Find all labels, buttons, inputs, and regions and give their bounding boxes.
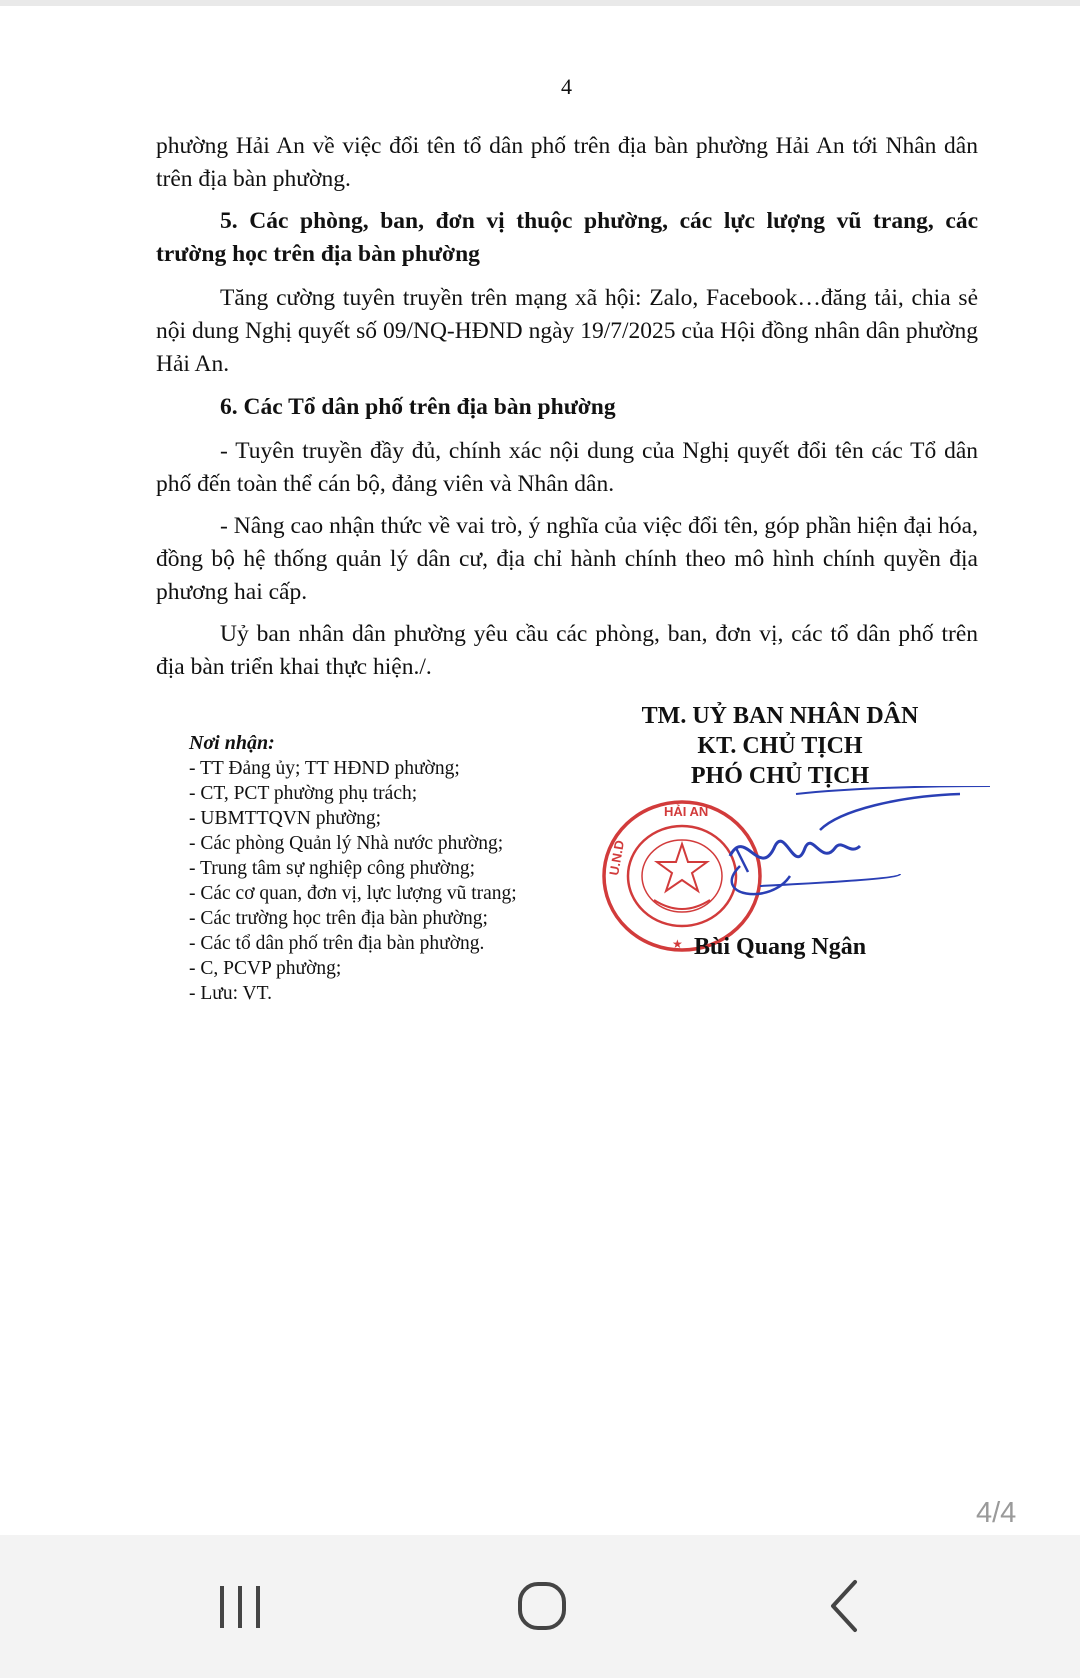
list-item: - Các cơ quan, đơn vị, lực lượng vũ trang; <box>189 883 517 904</box>
handwritten-signature-icon <box>700 786 1000 926</box>
top-divider <box>0 0 1080 6</box>
list-item: - Lưu: VT. <box>189 983 272 1004</box>
svg-text:★: ★ <box>672 937 683 951</box>
recipients-block <box>189 731 517 1006</box>
list-item: - CT, PCT phường phụ trách; <box>189 783 418 804</box>
back-icon <box>825 1578 865 1634</box>
recipients-title: Nơi nhận: <box>189 732 275 754</box>
section-5-heading <box>156 205 978 271</box>
list-item: - TT Đảng ủy; TT HĐND phường; <box>189 758 460 779</box>
list-item: - Các phòng Quản lý Nhà nước phường; <box>189 833 504 854</box>
list-item: - UBMTTQVN phường; <box>189 808 382 829</box>
heading-text: 5. Các phòng, ban, đơn vị thuộc phường, các lực lượng vũ trang, các trường học trên địa bàn phường <box>156 208 978 267</box>
page-number: 4 <box>561 74 572 99</box>
page-counter: 4/4 <box>976 1497 1017 1529</box>
heading-text: 6. Các Tổ dân phố trên địa bàn phường <box>220 394 616 420</box>
signature-line-2: KT. CHỦ TỊCH <box>697 733 863 759</box>
paragraph-social-media <box>156 282 978 381</box>
paragraph-text: - Nâng cao nhận thức về vai trò, ý nghĩa của việc đổi tên, góp phần hiện đại hóa, đồng bộ hệ thống quản lý dân cư, địa chỉ hành chính theo mô hình chính quyền địa phương hai cấp. <box>156 513 978 605</box>
list-item: - C, PCVP phường; <box>189 958 342 979</box>
home-button[interactable] <box>492 1571 592 1641</box>
home-icon <box>514 1578 570 1634</box>
paragraph-closing <box>156 618 978 684</box>
signer-name: Bùi Quang Ngân <box>694 934 867 960</box>
list-item: - Trung tâm sự nghiệp công phường; <box>189 858 476 879</box>
paragraph-awareness <box>156 510 978 609</box>
back-button[interactable] <box>795 1571 895 1641</box>
list-item: - Các trường học trên địa bàn phường; <box>189 908 488 929</box>
paragraph-propaganda <box>156 435 978 501</box>
recent-apps-button[interactable] <box>190 1571 290 1641</box>
list-item: - Các tổ dân phố trên địa bàn phường. <box>189 933 485 954</box>
recent-apps-icon <box>214 1581 266 1631</box>
signature-line-3: PHÓ CHỦ TỊCH <box>690 763 870 789</box>
paragraph-text: Tăng cường tuyên truyền trên mạng xã hội: Zalo, Facebook…đăng tải, chia sẻ nội dung Nghị quyết số 09/NQ-HĐND ngày 19/7/2025 của Hội đồng nhân dân phường Hải An. <box>156 285 978 377</box>
paragraph-intro <box>156 130 978 196</box>
paragraph-text: - Tuyên truyền đầy đủ, chính xác nội dung của Nghị quyết đổi tên các Tổ dân phố đến toàn thể cán bộ, đảng viên và Nhân dân. <box>156 438 978 497</box>
signature-titles <box>620 701 940 791</box>
android-navigation-bar <box>0 1535 1080 1678</box>
recipients-list <box>189 756 517 1006</box>
paragraph-text: phường Hải An về việc đổi tên tổ dân phố trên địa bàn phường Hải An tới Nhân dân trên địa bàn phường. <box>156 133 978 192</box>
paragraph-text: Uỷ ban nhân dân phường yêu cầu các phòng, ban, đơn vị, các tổ dân phố trên địa bàn triển khai thực hiện./. <box>156 621 978 680</box>
signature-line-1: TM. UỶ BAN NHÂN DÂN <box>641 703 919 729</box>
svg-text:U.N.D: U.N.D <box>606 839 628 877</box>
svg-text:HẢI AN: HẢI AN <box>664 804 709 819</box>
section-6-heading <box>156 391 978 424</box>
